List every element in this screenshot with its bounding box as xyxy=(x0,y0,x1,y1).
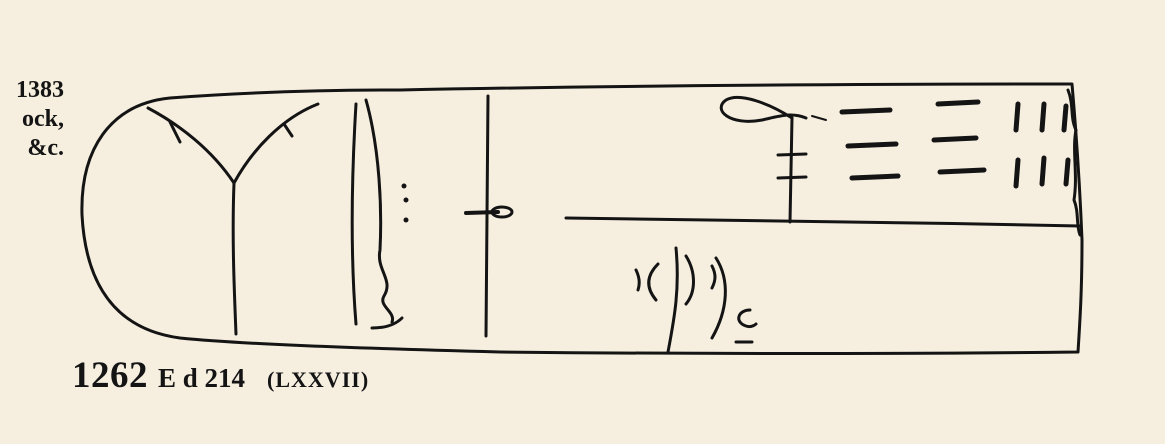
y-sign-stem xyxy=(233,183,236,334)
numeral-stroke-6 xyxy=(940,170,984,172)
numeral-stroke-1 xyxy=(842,110,890,112)
y-sign-right-arm xyxy=(234,104,318,183)
numeral-stroke-2 xyxy=(848,144,896,146)
lower-sign-mark xyxy=(636,270,639,290)
loop-sign-bar-1 xyxy=(778,154,806,155)
plate-roman-numeral: (LXXVII) xyxy=(267,367,370,392)
vertical-divider xyxy=(486,96,488,336)
lower-sign-bracket-right xyxy=(686,256,694,304)
loop-sign-bar-2 xyxy=(778,177,806,178)
loop-sign-stem xyxy=(790,118,792,222)
lower-sign-small-c xyxy=(739,310,756,327)
wavy-sign-left xyxy=(352,104,356,324)
tally-2 xyxy=(1042,104,1044,130)
tally-6 xyxy=(1066,160,1068,184)
figure-caption xyxy=(72,354,369,397)
tally-1 xyxy=(1016,104,1018,130)
catalogue-reference: E d 214 xyxy=(158,363,246,393)
margin-note-line-2: ock, xyxy=(22,106,64,132)
margin-note-line-3: &c. xyxy=(27,135,64,161)
tally-5 xyxy=(1042,158,1044,184)
wavy-sign-right xyxy=(366,100,393,322)
numeral-stroke-5 xyxy=(934,138,976,140)
lower-sign-bracket-left xyxy=(649,264,658,300)
margin-note-line-1: 1383 xyxy=(16,77,64,103)
register-line xyxy=(566,218,1080,226)
loop-sign-tick xyxy=(812,116,826,120)
dot-3 xyxy=(404,218,409,223)
tally-3 xyxy=(1064,106,1066,130)
y-sign-left-arm xyxy=(148,108,234,183)
wavy-sign-foot xyxy=(372,318,402,328)
dot-2 xyxy=(404,198,409,203)
numeral-stroke-4 xyxy=(938,102,978,104)
lower-sign-stem xyxy=(668,248,677,352)
dot-1 xyxy=(402,184,407,189)
lower-sign-hook xyxy=(712,266,715,288)
numeral-stroke-3 xyxy=(852,176,898,178)
figure-number: 1262 xyxy=(72,355,148,396)
tally-4 xyxy=(1016,160,1018,186)
y-sign-tick-right xyxy=(284,124,292,136)
